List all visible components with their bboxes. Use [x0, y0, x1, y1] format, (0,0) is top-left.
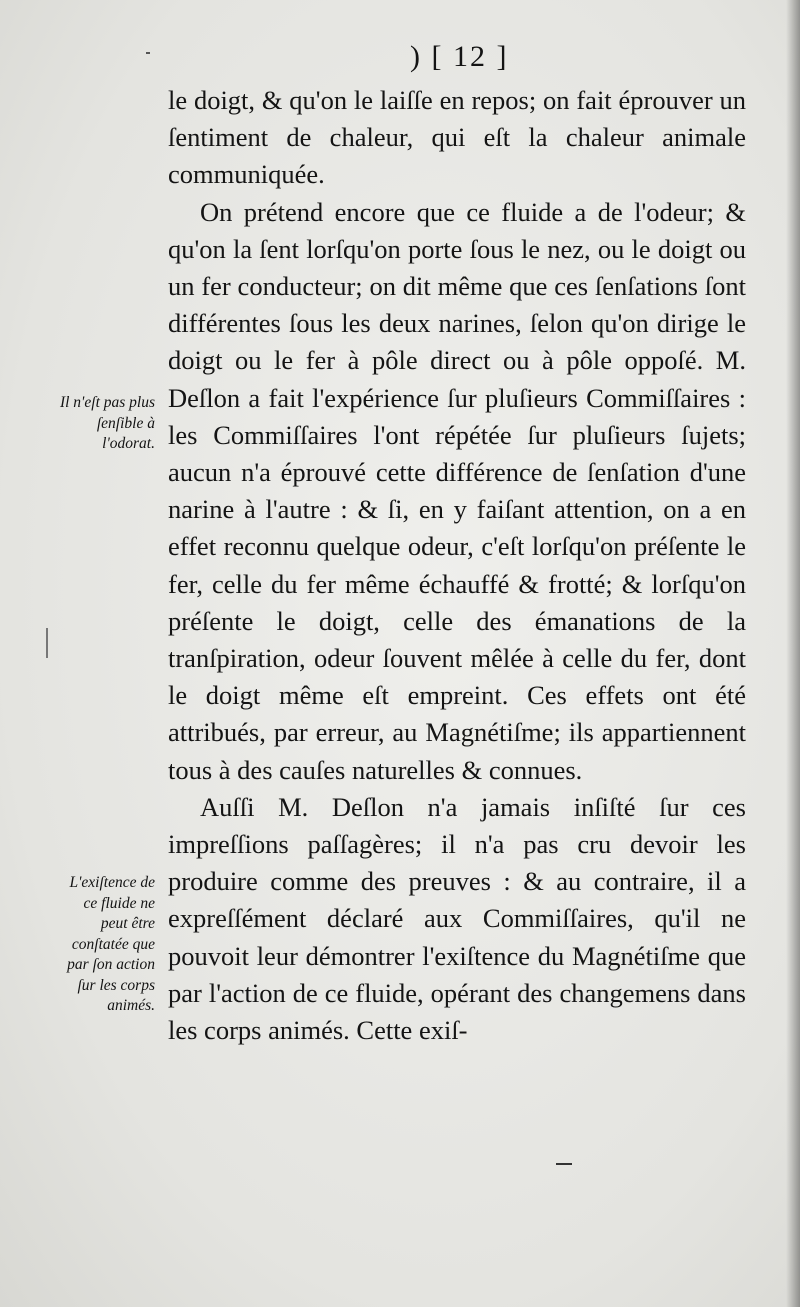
gutter-shadow	[786, 0, 800, 1307]
page-end-mark	[556, 1163, 572, 1165]
ink-speck	[146, 52, 150, 54]
paragraph: On prétend encore que ce fluide a de l'odeur; & qu'on la ſent lorſqu'on porte ſous le nez, ou le doigt ou un fer conducteur; on dit même que ces ſenſations ſont différentes ſous les deux narines, ſelon qu'on dirige le doigt ou le fer à pôle direct ou à pôle oppoſé. M. Deſlon a fait l'expérience ſur pluſieurs Commiſſaires : les Commiſſaires l'ont répétée ſur pluſieurs ſujets; aucun n'a éprouvé cette différence de ſenſation d'une narine à l'autre : & ſi, en y faiſant attention, on a en effet reconnu quelque odeur, c'eſt lorſqu'on préſente le fer, celle du fer même échauffé & frotté; & lorſqu'on préſente le doigt, celle des émanations de la tranſpiration, odeur ſouvent mêlée à celle du fer, dont le doigt même eſt empreint. Ces effets ont été attribués, par erreur, au Magnétiſme; ils appartiennent tous à des cauſes naturelles & connues.	[168, 196, 746, 785]
margin-note-existence: L'exiſtence de ce fluide ne peut être conſtatée que par ſon action ſur les corps animés.	[67, 874, 155, 1014]
page-number: ) [ 12 ]	[410, 40, 509, 73]
paragraph: le doigt, & qu'on le laiſſe en repos; on fait éprouver un ſentiment de chaleur, qui eſt la chaleur animale communiquée.	[168, 85, 746, 190]
body-text	[168, 82, 746, 1049]
paragraph: Auſſi M. Deſlon n'a jamais inſiſté ſur ces impreſſions paſſagères; il n'a pas cru devoir les produire comme des preuves : & au contraire, il a expreſſément déclaré aux Commiſſaires, qu'il ne pouvoit leur démontrer l'exiſtence du Magnétiſme que par l'action de ce fluide, opérant des changemens dans les corps animés. Cette exiſ-	[168, 791, 746, 1046]
ink-bleed-mark	[46, 628, 48, 658]
margin-note-odorat: Il n'eſt pas plus ſenſible à l'odorat.	[59, 394, 155, 452]
